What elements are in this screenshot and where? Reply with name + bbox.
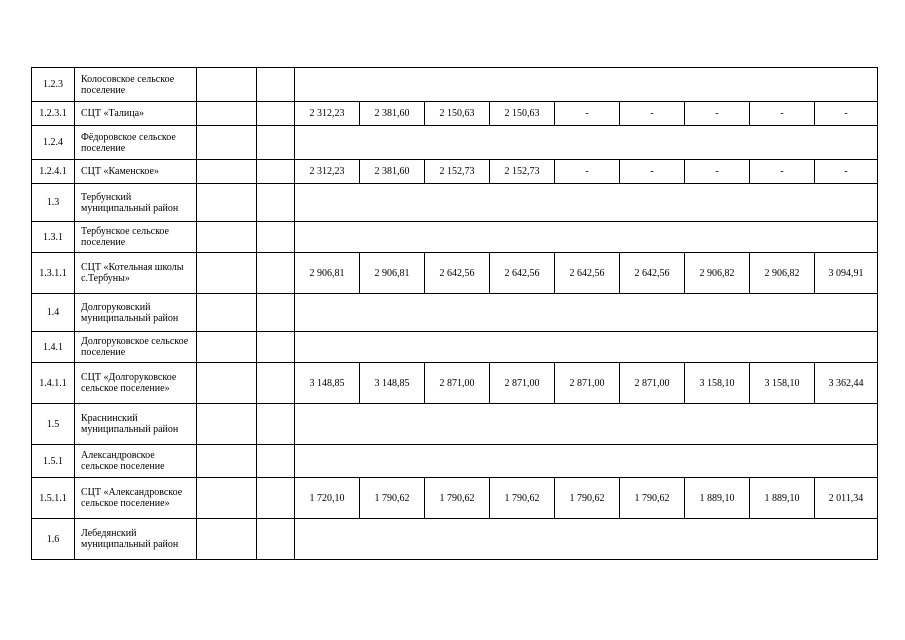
merged-empty-cell xyxy=(295,519,878,560)
value-cell: 2 150,63 xyxy=(490,102,555,126)
empty-cell xyxy=(257,222,295,253)
value-cell: 1 790,62 xyxy=(360,478,425,519)
value-cell: 2 642,56 xyxy=(490,253,555,294)
row-number: 1.3.1 xyxy=(32,222,75,253)
row-name: СЦТ «Долгоруковское сельское поселение» xyxy=(75,363,197,404)
empty-cell xyxy=(197,519,257,560)
value-cell: 1 720,10 xyxy=(295,478,360,519)
value-cell: - xyxy=(750,102,815,126)
value-cell: 2 642,56 xyxy=(555,253,620,294)
value-cell: 2 906,82 xyxy=(750,253,815,294)
row-name: Краснинский муниципальный район xyxy=(75,404,197,445)
row-number: 1.3 xyxy=(32,184,75,222)
row-name: СЦТ «Талица» xyxy=(75,102,197,126)
merged-empty-cell xyxy=(295,294,878,332)
row-number: 1.2.4.1 xyxy=(32,160,75,184)
value-cell: 2 871,00 xyxy=(490,363,555,404)
merged-empty-cell xyxy=(295,68,878,102)
table-row xyxy=(32,102,878,126)
merged-empty-cell xyxy=(295,332,878,363)
value-cell: 2 642,56 xyxy=(425,253,490,294)
value-cell: - xyxy=(815,160,878,184)
value-cell: - xyxy=(750,160,815,184)
row-number: 1.5 xyxy=(32,404,75,445)
empty-cell xyxy=(197,404,257,445)
value-cell: - xyxy=(555,160,620,184)
empty-cell xyxy=(197,332,257,363)
table-row xyxy=(32,184,878,222)
table-row xyxy=(32,445,878,478)
empty-cell xyxy=(197,126,257,160)
row-name: Долгоруковский муниципальный район xyxy=(75,294,197,332)
value-cell: - xyxy=(685,102,750,126)
empty-cell xyxy=(197,445,257,478)
value-cell: 2 906,81 xyxy=(295,253,360,294)
value-cell: - xyxy=(620,102,685,126)
empty-cell xyxy=(257,126,295,160)
empty-cell xyxy=(257,184,295,222)
empty-cell xyxy=(257,363,295,404)
value-cell: 2 381,60 xyxy=(360,102,425,126)
value-cell: - xyxy=(620,160,685,184)
value-cell: - xyxy=(685,160,750,184)
value-cell: 2 312,23 xyxy=(295,102,360,126)
empty-cell xyxy=(197,160,257,184)
value-cell: 2 906,81 xyxy=(360,253,425,294)
row-name: Лебедянский муниципальный район xyxy=(75,519,197,560)
value-cell: 3 094,91 xyxy=(815,253,878,294)
row-name: Тербунское сельское поселение xyxy=(75,222,197,253)
value-cell: 2 871,00 xyxy=(425,363,490,404)
value-cell: 2 152,73 xyxy=(490,160,555,184)
value-cell: 2 152,73 xyxy=(425,160,490,184)
empty-cell xyxy=(257,404,295,445)
empty-cell xyxy=(257,294,295,332)
value-cell: 2 381,60 xyxy=(360,160,425,184)
row-name: СЦТ «Александровское сельское поселение» xyxy=(75,478,197,519)
value-cell: 3 362,44 xyxy=(815,363,878,404)
value-cell: 1 790,62 xyxy=(490,478,555,519)
value-cell: 1 889,10 xyxy=(685,478,750,519)
table-row xyxy=(32,68,878,102)
row-number: 1.5.1 xyxy=(32,445,75,478)
table-row xyxy=(32,253,878,294)
empty-cell xyxy=(257,160,295,184)
empty-cell xyxy=(197,253,257,294)
value-cell: 2 150,63 xyxy=(425,102,490,126)
empty-cell xyxy=(197,184,257,222)
value-cell: 2 871,00 xyxy=(620,363,685,404)
table-row xyxy=(32,222,878,253)
empty-cell xyxy=(197,363,257,404)
row-number: 1.2.3 xyxy=(32,68,75,102)
row-name: СЦТ «Каменское» xyxy=(75,160,197,184)
value-cell: 3 148,85 xyxy=(295,363,360,404)
value-cell: 2 011,34 xyxy=(815,478,878,519)
row-number: 1.2.3.1 xyxy=(32,102,75,126)
table-row xyxy=(32,519,878,560)
row-name: Александровское сельское поселение xyxy=(75,445,197,478)
merged-empty-cell xyxy=(295,222,878,253)
row-name: Фёдоровское сельское поселение xyxy=(75,126,197,160)
table-row xyxy=(32,478,878,519)
empty-cell xyxy=(257,478,295,519)
row-number: 1.5.1.1 xyxy=(32,478,75,519)
empty-cell xyxy=(197,222,257,253)
row-name: Долгоруковское сельское поселение xyxy=(75,332,197,363)
merged-empty-cell xyxy=(295,184,878,222)
empty-cell xyxy=(257,519,295,560)
table-row xyxy=(32,294,878,332)
empty-cell xyxy=(197,102,257,126)
value-cell: 3 148,85 xyxy=(360,363,425,404)
value-cell: 1 790,62 xyxy=(620,478,685,519)
value-cell: 2 312,23 xyxy=(295,160,360,184)
value-cell: 3 158,10 xyxy=(750,363,815,404)
row-number: 1.3.1.1 xyxy=(32,253,75,294)
row-number: 1.4.1 xyxy=(32,332,75,363)
table-row xyxy=(32,363,878,404)
value-cell: 2 642,56 xyxy=(620,253,685,294)
value-cell: - xyxy=(815,102,878,126)
empty-cell xyxy=(197,68,257,102)
value-cell: 1 790,62 xyxy=(425,478,490,519)
table-body xyxy=(32,68,878,560)
merged-empty-cell xyxy=(295,404,878,445)
empty-cell xyxy=(257,68,295,102)
value-cell: 1 790,62 xyxy=(555,478,620,519)
empty-cell xyxy=(257,253,295,294)
value-cell: 2 871,00 xyxy=(555,363,620,404)
empty-cell xyxy=(257,102,295,126)
table-row xyxy=(32,404,878,445)
value-cell: 3 158,10 xyxy=(685,363,750,404)
table-row xyxy=(32,332,878,363)
row-name: Тербунский муниципальный район xyxy=(75,184,197,222)
table-row xyxy=(32,160,878,184)
value-cell: 1 889,10 xyxy=(750,478,815,519)
tariff-table xyxy=(31,67,878,560)
empty-cell xyxy=(197,294,257,332)
row-number: 1.4 xyxy=(32,294,75,332)
merged-empty-cell xyxy=(295,445,878,478)
table-row xyxy=(32,126,878,160)
value-cell: 2 906,82 xyxy=(685,253,750,294)
empty-cell xyxy=(257,445,295,478)
row-number: 1.2.4 xyxy=(32,126,75,160)
row-number: 1.4.1.1 xyxy=(32,363,75,404)
row-number: 1.6 xyxy=(32,519,75,560)
empty-cell xyxy=(197,478,257,519)
merged-empty-cell xyxy=(295,126,878,160)
value-cell: - xyxy=(555,102,620,126)
row-name: Колосовское сельское поселение xyxy=(75,68,197,102)
empty-cell xyxy=(257,332,295,363)
row-name: СЦТ «Котельная школы с.Тербуны» xyxy=(75,253,197,294)
